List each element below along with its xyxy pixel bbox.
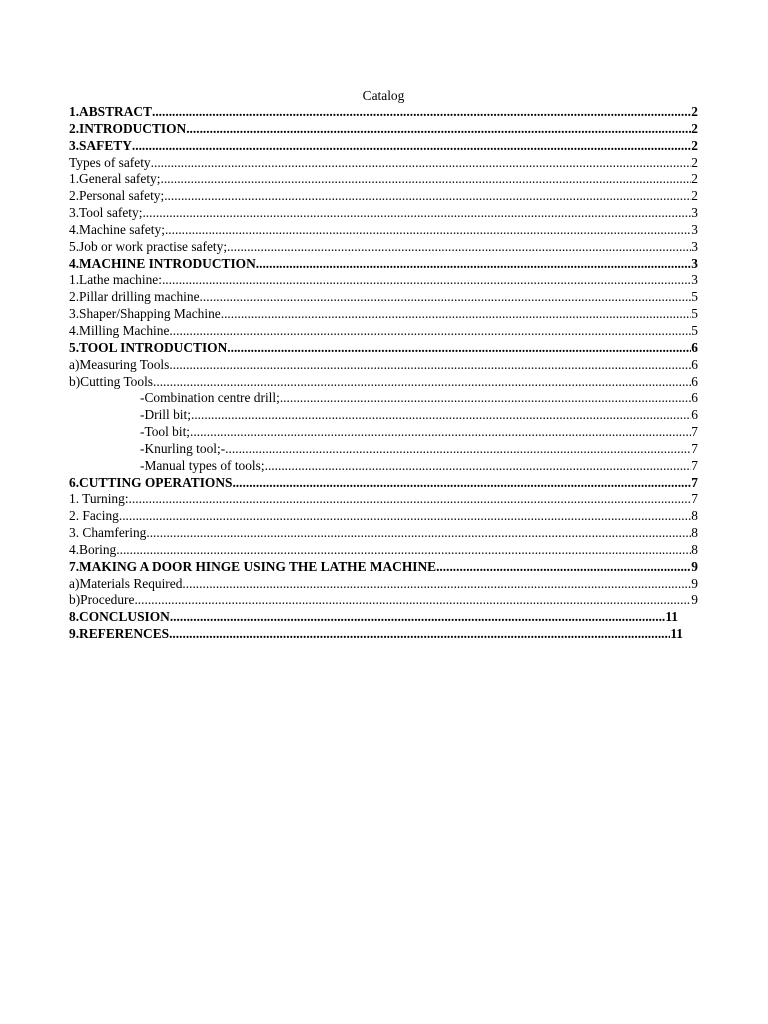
toc-entry[interactable] xyxy=(69,256,698,273)
toc-entry-label: -Combination centre drill; xyxy=(140,390,280,406)
toc-entry[interactable] xyxy=(69,239,698,256)
toc-entry-label: 4.Machine safety; xyxy=(69,221,165,237)
toc-dot-leader xyxy=(256,256,692,273)
toc-entry-page-number: 8 xyxy=(691,541,698,557)
toc-title: Catalog xyxy=(362,88,405,103)
toc-entry-page-number: 7 xyxy=(691,474,698,490)
toc-entry-label: 5.TOOL INTRODUCTION xyxy=(69,339,228,355)
toc-entry-label: 3.Shaper/Shapping Machine xyxy=(69,306,221,322)
toc-dot-leader xyxy=(162,272,691,289)
toc-entry[interactable] xyxy=(69,272,698,289)
toc-entry[interactable] xyxy=(69,441,698,458)
toc-entry-page-number: 9 xyxy=(691,558,698,574)
toc-entry-label: 1. Turning: xyxy=(69,491,129,507)
toc-entry[interactable] xyxy=(69,289,698,306)
toc-entry[interactable] xyxy=(69,609,678,626)
toc-entry[interactable] xyxy=(69,104,698,121)
toc-entry[interactable] xyxy=(69,458,698,475)
toc-entry-label: 3.SAFETY xyxy=(69,137,132,153)
toc-dot-leader xyxy=(280,390,691,407)
toc-entry[interactable] xyxy=(69,306,698,323)
toc-entry-label: b)Procedure xyxy=(69,592,135,608)
toc-entry-label: 7.MAKING A DOOR HINGE USING THE LATHE MACHINE xyxy=(69,558,437,574)
toc-dot-leader xyxy=(142,205,691,222)
toc-dot-leader xyxy=(200,289,692,306)
toc-entry[interactable] xyxy=(69,121,698,138)
toc-entry-page-number: 3 xyxy=(691,205,698,221)
toc-entry-label: -Knurling tool;- xyxy=(140,440,226,456)
toc-entry[interactable] xyxy=(69,222,698,239)
toc-dot-leader xyxy=(132,138,691,155)
toc-entry-label: 9.REFERENCES xyxy=(69,626,170,642)
toc-dot-leader xyxy=(436,559,691,576)
toc-entry-page-number: 8 xyxy=(691,508,698,524)
toc-entry[interactable] xyxy=(69,407,698,424)
toc-entry-page-number: 7 xyxy=(691,457,698,473)
toc-entry[interactable] xyxy=(69,576,698,593)
toc-entry-page-number: 5 xyxy=(691,322,698,338)
toc-entry-label: 2.Personal safety; xyxy=(69,188,165,204)
toc-dot-leader xyxy=(227,239,691,256)
toc-dot-leader xyxy=(190,424,691,441)
toc-dot-leader xyxy=(182,576,691,593)
toc-entry-label: 3.Tool safety; xyxy=(69,205,143,221)
toc-entry-label: 4.Boring xyxy=(69,541,117,557)
toc-dot-leader xyxy=(153,374,691,391)
toc-entry[interactable] xyxy=(69,542,698,559)
toc-entry-page-number: 3 xyxy=(691,238,698,254)
toc-entry-label: b)Cutting Tools xyxy=(69,373,154,389)
toc-entry-page-number: 2 xyxy=(691,104,698,119)
toc-entry-label: 1.ABSTRACT xyxy=(69,104,152,119)
toc-dot-leader xyxy=(225,441,691,458)
toc-entry-page-number: 7 xyxy=(691,491,698,507)
toc-entry-label: 8.CONCLUSION xyxy=(69,609,170,625)
toc-entry-label: 5.Job or work practise safety; xyxy=(69,238,228,254)
toc-entry[interactable] xyxy=(69,491,698,508)
toc-entry-page-number: 2 xyxy=(691,154,698,170)
toc-entry-label: 1.Lathe machine: xyxy=(69,272,162,288)
toc-entry-page-number: 11 xyxy=(665,609,678,625)
toc-entry-page-number: 9 xyxy=(691,575,698,591)
toc-entry[interactable] xyxy=(69,559,698,576)
toc-entry-page-number: 6 xyxy=(691,339,698,355)
toc-dot-leader xyxy=(129,491,692,508)
toc-dot-leader xyxy=(186,121,691,138)
toc-entry-label: 3. Chamfering xyxy=(69,525,147,541)
toc-entry-page-number: 11 xyxy=(670,626,683,642)
toc-entry[interactable] xyxy=(69,424,698,441)
toc-dot-leader xyxy=(164,188,691,205)
toc-entry-label: -Tool bit; xyxy=(140,424,191,440)
toc-dot-leader xyxy=(265,458,692,475)
toc-entry-page-number: 8 xyxy=(691,525,698,541)
toc-entry[interactable] xyxy=(69,188,698,205)
toc-dot-leader xyxy=(169,626,670,643)
toc-entry-page-number: 2 xyxy=(691,188,698,204)
toc-entry[interactable] xyxy=(69,357,698,374)
toc-dot-leader xyxy=(119,508,691,525)
toc-entry[interactable] xyxy=(69,525,698,542)
toc-dot-leader xyxy=(169,357,691,374)
toc-entry[interactable] xyxy=(69,374,698,391)
toc-dot-leader xyxy=(169,323,691,340)
toc-entry-label: 4.Milling Machine xyxy=(69,322,170,338)
toc-list xyxy=(69,104,698,643)
toc-entry[interactable] xyxy=(69,592,698,609)
toc-entry-label: 2.Pillar drilling machine xyxy=(69,289,200,305)
toc-entry[interactable] xyxy=(69,138,698,155)
toc-entry[interactable] xyxy=(69,205,698,222)
toc-dot-leader xyxy=(134,592,691,609)
toc-entry-page-number: 2 xyxy=(691,137,698,153)
toc-entry[interactable] xyxy=(69,475,698,492)
toc-dot-leader xyxy=(151,155,692,172)
toc-dot-leader xyxy=(170,609,666,626)
toc-entry[interactable] xyxy=(69,155,698,172)
toc-entry-page-number: 3 xyxy=(691,255,698,271)
toc-entry-label: 2. Facing xyxy=(69,508,119,524)
toc-entry-page-number: 3 xyxy=(691,221,698,237)
toc-entry-page-number: 6 xyxy=(691,373,698,389)
toc-entry-page-number: 2 xyxy=(691,171,698,187)
toc-dot-leader xyxy=(165,222,691,239)
toc-entry[interactable] xyxy=(69,171,698,188)
toc-entry-page-number: 3 xyxy=(691,272,698,288)
toc-entry-page-number: 5 xyxy=(691,289,698,305)
toc-entry-page-number: 9 xyxy=(691,592,698,608)
toc-dot-leader xyxy=(227,340,691,357)
toc-entry-page-number: 7 xyxy=(691,440,698,456)
toc-entry-label: 4.MACHINE INTRODUCTION xyxy=(69,255,256,271)
toc-dot-leader xyxy=(160,171,691,188)
toc-entry-page-number: 2 xyxy=(691,120,698,136)
toc-entry[interactable] xyxy=(69,626,683,643)
toc-dot-leader xyxy=(191,407,691,424)
toc-entry-page-number: 6 xyxy=(691,407,698,423)
toc-dot-leader xyxy=(152,104,691,121)
toc-entry-page-number: 6 xyxy=(691,390,698,406)
toc-entry-page-number: 5 xyxy=(691,306,698,322)
toc-entry-label: Types of safety xyxy=(69,154,151,170)
toc-dot-leader xyxy=(221,306,692,323)
toc-entry[interactable] xyxy=(69,390,698,407)
toc-dot-leader xyxy=(232,475,691,492)
toc-entry-label: a)Measuring Tools xyxy=(69,356,170,372)
toc-dot-leader xyxy=(146,525,691,542)
toc-entry-label: 6.CUTTING OPERATIONS xyxy=(69,474,233,490)
toc-dot-leader xyxy=(116,542,691,559)
toc-entry-label: a)Materials Required xyxy=(69,575,183,591)
toc-entry[interactable] xyxy=(69,340,698,357)
toc-page xyxy=(69,87,698,643)
toc-entry-label: 2.INTRODUCTION xyxy=(69,120,187,136)
toc-entry-page-number: 7 xyxy=(691,424,698,440)
toc-entry[interactable] xyxy=(69,323,698,340)
toc-entry-page-number: 6 xyxy=(691,356,698,372)
toc-entry-label: -Drill bit; xyxy=(140,407,191,423)
toc-entry-label: 1.General safety; xyxy=(69,171,161,187)
toc-entry-label: -Manual types of tools; xyxy=(140,457,265,473)
toc-entry[interactable] xyxy=(69,508,698,525)
